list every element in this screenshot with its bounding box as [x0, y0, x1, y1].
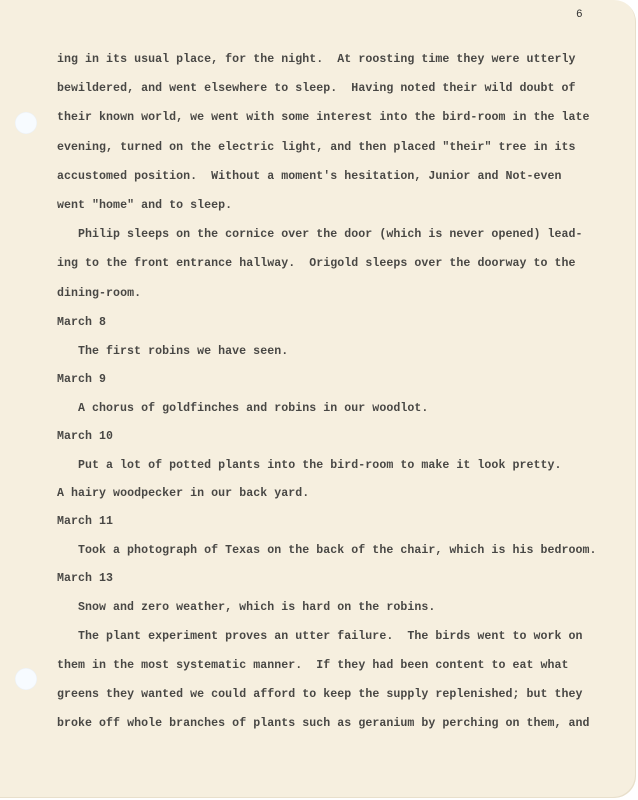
- text-line: went "home" and to sleep.: [57, 199, 233, 212]
- text-line: dining-room.: [57, 287, 142, 300]
- text-line: Philip sleeps on the cornice over the door (which is never opened) lead-: [78, 228, 583, 241]
- text-line: accustomed position. Without a moment's hesitation, Junior and Not-even: [57, 170, 562, 183]
- text-line: them in the most systematic manner. If they had been content to eat what: [57, 659, 569, 672]
- date-heading: March 11: [57, 515, 114, 528]
- date-heading: March 8: [57, 316, 107, 329]
- text-line: A chorus of goldfinches and robins in our woodlot.: [78, 402, 429, 415]
- text-line: ing in its usual place, for the night. At roosting time they were utterly: [57, 53, 576, 66]
- text-line: Took a photograph of Texas on the back of the chair, which is his bedroom.: [78, 544, 597, 557]
- text-line: Snow and zero weather, which is hard on the robins.: [78, 601, 436, 614]
- text-line: Put a lot of potted plants into the bird-room to make it look pretty.: [78, 459, 562, 472]
- punch-hole-bottom: [15, 668, 37, 690]
- text-line: A hairy woodpecker in our back yard.: [57, 487, 310, 500]
- text-line: The plant experiment proves an utter failure. The birds went to work on: [78, 630, 583, 643]
- date-heading: March 9: [57, 373, 107, 386]
- text-line: their known world, we went with some interest into the bird-room in the late: [57, 111, 590, 124]
- text-line: broke off whole branches of plants such as geranium by perching on them, and: [57, 717, 590, 730]
- text-line: greens they wanted we could afford to keep the supply replenished; but they: [57, 688, 583, 701]
- text-line: evening, turned on the electric light, and then placed "their" tree in its: [57, 141, 576, 154]
- text-line: The first robins we have seen.: [78, 345, 289, 358]
- date-heading: March 10: [57, 430, 114, 443]
- date-heading: March 13: [57, 572, 114, 585]
- page-number: 6: [576, 9, 583, 21]
- text-line: bewildered, and went elsewhere to sleep. Having noted their wild doubt of: [57, 82, 576, 95]
- punch-hole-top: [15, 112, 37, 134]
- text-line: ing to the front entrance hallway. Origold sleeps over the doorway to the: [57, 257, 576, 270]
